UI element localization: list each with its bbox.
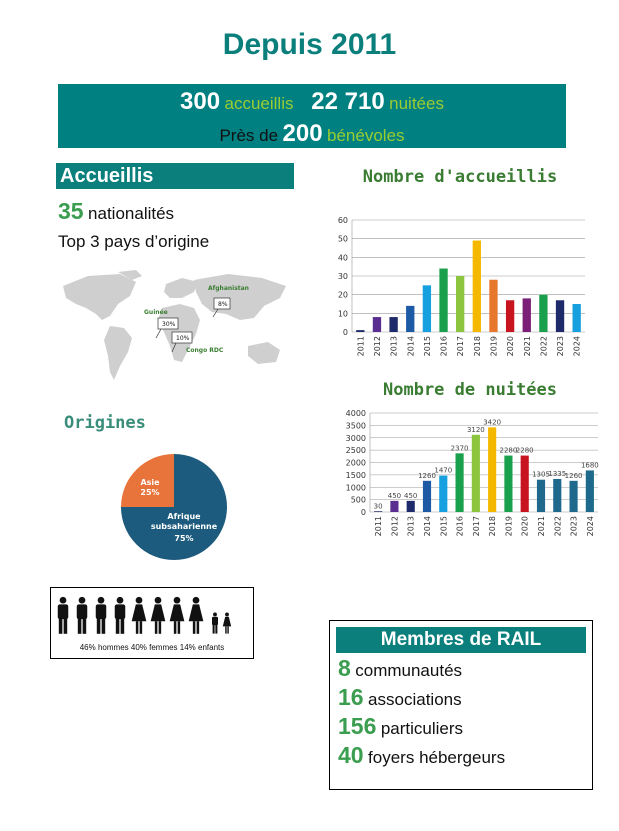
- rail-heading: Membres de RAIL: [336, 627, 586, 653]
- x-tick-label: 2011: [374, 516, 384, 537]
- x-tick-label: 2019: [489, 336, 499, 357]
- rail-row: [338, 742, 505, 769]
- y-tick-label: 1000: [345, 483, 366, 493]
- benevoles-label: bénévoles: [327, 126, 405, 145]
- bar-2016: [456, 453, 464, 512]
- x-tick-label: 2014: [406, 336, 416, 357]
- woman-icon: [151, 597, 166, 634]
- rail-row-label: particuliers: [380, 719, 464, 738]
- bar-2017: [472, 435, 480, 512]
- people-icons: [51, 596, 253, 646]
- bar-2014: [406, 306, 414, 332]
- pie-value-asie: 25%: [140, 488, 160, 497]
- x-tick-label: 2024: [585, 516, 595, 537]
- rail-row-number: 156: [338, 713, 377, 739]
- x-tick-label: 2020: [520, 516, 530, 537]
- rail-row-number: 16: [338, 684, 364, 710]
- chart-nuitees-title: Nombre de nuitées: [383, 380, 557, 400]
- bar-2022: [553, 479, 561, 512]
- y-tick-label: 40: [337, 253, 348, 263]
- x-tick-label: 2021: [522, 336, 532, 357]
- benevoles-count: 200: [282, 120, 323, 147]
- nationalites-stat: [58, 198, 174, 225]
- x-tick-label: 2015: [439, 516, 449, 537]
- x-tick-label: 2018: [488, 516, 498, 537]
- data-label-2024: 1680: [580, 461, 599, 470]
- rail-row: [338, 713, 463, 740]
- y-tick-label: 4000: [345, 409, 366, 418]
- rail-row-label: foyers hébergeurs: [368, 748, 506, 767]
- man-icon: [77, 597, 88, 634]
- x-tick-label: 2018: [472, 336, 482, 357]
- x-tick-label: 2024: [572, 336, 582, 357]
- north-america-shape: [63, 274, 136, 320]
- data-label-2018: 3420: [483, 418, 502, 427]
- x-tick-label: 2023: [556, 336, 566, 357]
- map-pct-guinee: 30%: [162, 321, 176, 328]
- x-tick-label: 2020: [506, 336, 516, 357]
- europe-shape: [164, 278, 198, 298]
- data-label-2011: 30: [373, 502, 383, 511]
- rail-row-label: communautés: [355, 661, 463, 680]
- bar-2023: [556, 300, 564, 332]
- pie-label-afrique: Afrique: [167, 512, 201, 521]
- gender-breakdown-box: [50, 587, 254, 659]
- x-tick-label: 2015: [422, 336, 432, 357]
- data-label-2023: 1260: [564, 471, 583, 480]
- woman-icon: [132, 597, 147, 634]
- banner-line-1: [58, 88, 566, 116]
- man-icon: [96, 597, 107, 634]
- accueillis-count: 300: [180, 88, 221, 115]
- x-tick-label: 2017: [471, 516, 481, 537]
- bar-2017: [456, 276, 464, 332]
- bar-2021: [523, 298, 531, 332]
- bar-2012: [390, 501, 398, 512]
- x-tick-label: 2011: [356, 336, 366, 357]
- summary-banner: [58, 84, 566, 148]
- rail-members-box: [329, 620, 593, 790]
- data-label-2017: 3120: [466, 425, 485, 434]
- map-label-afghanistan: Afghanistan: [208, 285, 249, 292]
- y-tick-label: 1500: [345, 470, 366, 480]
- chart-accueillis: [330, 210, 595, 370]
- bar-2020: [506, 300, 514, 332]
- bar-2020: [521, 456, 529, 512]
- nuitees-label: nuitées: [389, 94, 444, 113]
- x-tick-label: 2012: [372, 336, 382, 357]
- origines-title: Origines: [64, 413, 146, 433]
- rail-row-label: associations: [368, 690, 462, 709]
- map-pct-congo: 10%: [176, 335, 190, 342]
- benevoles-prefix: Près de: [219, 126, 279, 145]
- x-tick-label: 2023: [569, 516, 579, 537]
- bar-2019: [504, 456, 512, 512]
- woman-icon: [170, 597, 185, 634]
- x-tick-label: 2013: [389, 336, 399, 357]
- bar-2014: [423, 481, 431, 512]
- bar-2018: [473, 241, 481, 332]
- bar-2018: [488, 427, 496, 512]
- bar-2024: [586, 470, 594, 512]
- bar-2013: [389, 317, 397, 332]
- x-tick-label: 2019: [504, 516, 514, 537]
- nationalites-label: nationalités: [88, 204, 175, 223]
- child-icon: [212, 612, 218, 633]
- bar-2013: [407, 501, 415, 512]
- bar-2023: [570, 481, 578, 512]
- world-map: [58, 268, 296, 398]
- rail-row: [338, 655, 462, 682]
- y-tick-label: 500: [350, 495, 366, 505]
- data-label-2014: 1260: [418, 471, 436, 480]
- data-label-2022: 1335: [548, 469, 567, 478]
- woman-icon: [189, 597, 204, 634]
- y-tick-label: 10: [337, 309, 348, 319]
- x-tick-label: 2022: [553, 516, 563, 537]
- child-icon: [223, 612, 231, 633]
- y-tick-label: 30: [337, 272, 348, 281]
- bar-2011: [356, 330, 364, 332]
- y-tick-label: 50: [337, 234, 348, 244]
- y-tick-label: 3000: [345, 433, 366, 443]
- south-america-shape: [104, 326, 132, 380]
- rail-row: [338, 684, 462, 711]
- asia-shape: [194, 274, 286, 320]
- rail-row-number: 8: [338, 655, 351, 681]
- pie-value-afrique: 75%: [174, 534, 194, 543]
- rail-row-number: 40: [338, 742, 364, 768]
- banner-line-2: [58, 120, 566, 148]
- bar-2011: [374, 511, 382, 512]
- map-pct-afghanistan: 8%: [218, 301, 228, 308]
- bar-2022: [539, 295, 547, 332]
- nuitees-count: 22 710: [311, 88, 385, 115]
- x-tick-label: 2021: [537, 516, 546, 537]
- bar-2015: [439, 476, 447, 512]
- accueillis-label: accueillis: [224, 94, 294, 113]
- gender-breakdown-caption: 46% hommes 40% femmes 14% enfants: [79, 643, 225, 652]
- pie-label-afrique-2: subsaharienne: [150, 522, 218, 531]
- bar-2015: [423, 285, 431, 332]
- y-tick-label: 2000: [345, 458, 366, 468]
- bar-2019: [489, 280, 497, 332]
- y-tick-label: 0: [342, 328, 348, 337]
- x-tick-label: 2014: [423, 516, 432, 537]
- man-icon: [115, 597, 126, 634]
- origines-pie-chart: [120, 453, 228, 561]
- data-label-2015: 1470: [434, 466, 453, 475]
- australia-shape: [248, 342, 280, 364]
- y-tick-label: 3500: [345, 421, 366, 431]
- pie-label-asie: Asie: [140, 478, 160, 487]
- bar-2024: [573, 304, 581, 332]
- x-tick-label: 2013: [406, 516, 416, 537]
- bar-2021: [537, 480, 545, 512]
- data-label-2016: 2370: [450, 444, 469, 453]
- man-icon: [58, 597, 69, 634]
- x-tick-label: 2016: [439, 336, 449, 357]
- y-tick-label: 2500: [345, 446, 366, 456]
- accueillis-heading: Accueillis: [56, 163, 294, 189]
- chart-accueillis-title: Nombre d'accueillis: [362, 167, 558, 187]
- chart-nuitees: [330, 405, 600, 547]
- top3-heading: Top 3 pays d’origine: [58, 232, 210, 251]
- page-title: Depuis 2011: [222, 28, 397, 61]
- x-tick-label: 2012: [390, 516, 400, 537]
- x-tick-label: 2017: [456, 336, 466, 357]
- x-tick-label: 2022: [539, 336, 549, 357]
- nationalites-count: 35: [58, 198, 84, 224]
- map-label-congo: Congo RDC: [186, 347, 224, 354]
- y-tick-label: 60: [337, 216, 348, 225]
- data-label-2019: 2280: [499, 446, 518, 455]
- data-label-2013: 450: [404, 491, 418, 500]
- y-tick-label: 20: [337, 290, 348, 300]
- data-label-2021: 1305: [532, 470, 550, 479]
- y-tick-label: 0: [360, 508, 366, 517]
- data-label-2020: 2280: [515, 446, 534, 455]
- bar-2016: [439, 269, 447, 332]
- x-tick-label: 2016: [455, 516, 465, 537]
- map-label-guinee: Guinée: [144, 309, 168, 316]
- bar-2012: [373, 317, 381, 332]
- data-label-2012: 450: [387, 491, 402, 500]
